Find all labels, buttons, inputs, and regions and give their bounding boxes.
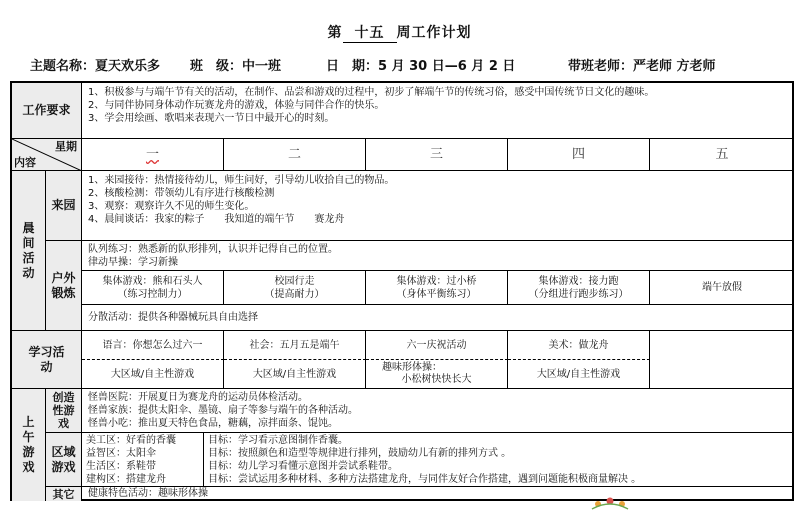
weekday-label: 星期: [55, 140, 77, 153]
area-game-label: 区域游戏: [46, 433, 82, 487]
title-suffix: 周工作计划: [396, 25, 472, 41]
learning-thu: 美术：做龙舟: [508, 331, 650, 360]
plan-table: [10, 81, 794, 501]
learning-fri-empty: [650, 331, 794, 389]
date-info: 日 期：5 月 30 日—6 月 2 日: [326, 59, 516, 74]
creative-game-label: 创造性游戏: [46, 389, 82, 433]
title-week-number: 十五: [343, 22, 397, 43]
requirement-line: 1、积极参与与端午节有关的活动，在制作、品尝和游戏的过程中，初步了解端午节的传统习俗，感受中国传统节日文化的趣味。: [88, 87, 655, 98]
area-goals: [204, 433, 794, 487]
outdoor-game-fri: 端午放假: [650, 271, 794, 305]
weekday-corner-cell: [12, 139, 82, 171]
arrival-label: 来园: [46, 171, 82, 241]
drill-line: 队列练习：熟悉新的队形排列，认识并记得自己的位置。: [88, 244, 338, 255]
flower-decoration-icon: [588, 495, 632, 511]
arrival-line: 1、来园接待：热情接待幼儿，师生问好，引导幼儿收拾自己的物品。: [88, 175, 395, 186]
creative-line: 怪兽家族：提供太阳伞、墨镜、扇子等参与端午的各种活动。: [88, 405, 358, 416]
gym-wed: 趣味形体操： 小松树快快长大: [366, 360, 508, 389]
free-activity-content: 分散活动：提供各种器械玩具自由选择: [82, 305, 794, 331]
weekday-wed: 三: [366, 139, 508, 171]
creative-game-content: [82, 389, 794, 433]
morning-activity-label: 晨间活动: [12, 171, 46, 331]
other-content: 健康特色活动：趣味形体操: [88, 488, 208, 499]
requirement-line: 3、学会用绘画、歌唱来表现六一节日中最开心的时刻。: [88, 113, 335, 124]
learning-activity-label: 学习活动: [12, 331, 82, 389]
area-name: 益智区：太阳伞: [86, 448, 156, 459]
theme-info: 主题名称：夏天欢乐多: [30, 59, 161, 74]
arrival-line: 4、晨间谈话：我家的粽子 我知道的端午节 赛龙舟: [88, 214, 345, 225]
other-label: 其它: [46, 487, 82, 501]
teacher-info: 带班老师：严老师 方老师: [568, 59, 716, 74]
requirement-line: 2、与同伴协同身体动作玩赛龙舟的游戏，体验与同伴合作的快乐。: [88, 100, 385, 111]
arrival-line: 2、核酸检测：带领幼儿有序进行核酸检测: [88, 188, 275, 199]
area-goal: 目标：按照颜色和造型等规律进行排列，鼓励幼儿有新的排列方式 。: [208, 448, 512, 459]
outdoor-game-thu: 集体游戏：接力跑 （分组进行跑步练习）: [508, 271, 650, 305]
area-goal: 目标：幼儿学习看懂示意图并尝试系鞋带。: [208, 461, 398, 472]
learning-wed: 六一庆祝活动: [366, 331, 508, 360]
page-title: [0, 22, 799, 43]
requirements-label: 工作要求: [12, 83, 82, 139]
requirements-content: [82, 83, 794, 139]
area-name: 美工区：好看的香囊: [86, 435, 176, 446]
weekday-mon: 一: [82, 139, 224, 171]
outdoor-game-mon: 集体游戏：熊和石头人 （练习控制力）: [82, 271, 224, 305]
weekday-tue: 二: [224, 139, 366, 171]
arrival-content: [82, 171, 794, 241]
outdoor-game-tue: 校园行走 （提高耐力）: [224, 271, 366, 305]
arrival-line: 3、观察：观察许久不见的师生变化。: [88, 201, 255, 212]
free-play-mon: 大区域/自主性游戏: [82, 360, 224, 389]
learning-mon: 语言：你想怎么过六一: [82, 331, 224, 360]
class-info: 班 级：中一班: [190, 59, 282, 74]
outdoor-game-wed: 集体游戏：过小桥 （身体平衡练习）: [366, 271, 508, 305]
content-label: 内容: [14, 156, 36, 169]
weekday-fri: 五: [650, 139, 794, 171]
title-prefix: 第: [327, 25, 343, 41]
area-goal: 目标：尝试运用多种材料、多种方法搭建龙舟，与同伴友好合作搭建，遇到问题能积极商量解决 。: [208, 474, 642, 485]
outdoor-exercise-label: 户外锻炼: [46, 241, 82, 331]
area-name: 生活区：系鞋带: [86, 461, 156, 472]
weekday-thu: 四: [508, 139, 650, 171]
learning-tue: 社会：五月五是端午: [224, 331, 366, 360]
free-play-thu: 大区域/自主性游戏: [508, 360, 650, 389]
outdoor-drill-content: [82, 241, 794, 271]
creative-line: 怪兽医院：开展夏日为赛龙舟的运动员体检活动。: [88, 392, 308, 403]
area-name: 建构区：搭建龙舟: [86, 474, 166, 485]
free-play-tue: 大区域/自主性游戏: [224, 360, 366, 389]
creative-line: 怪兽小吃：推出夏天特色食品，糖藕，凉拌面条、馄饨。: [88, 418, 338, 429]
afternoon-games-label: 上午游戏: [12, 389, 46, 501]
area-goal: 目标：学习看示意图制作香囊。: [208, 435, 348, 446]
drill-line: 律动早操：学习新操: [88, 257, 178, 268]
area-names: [82, 433, 204, 487]
